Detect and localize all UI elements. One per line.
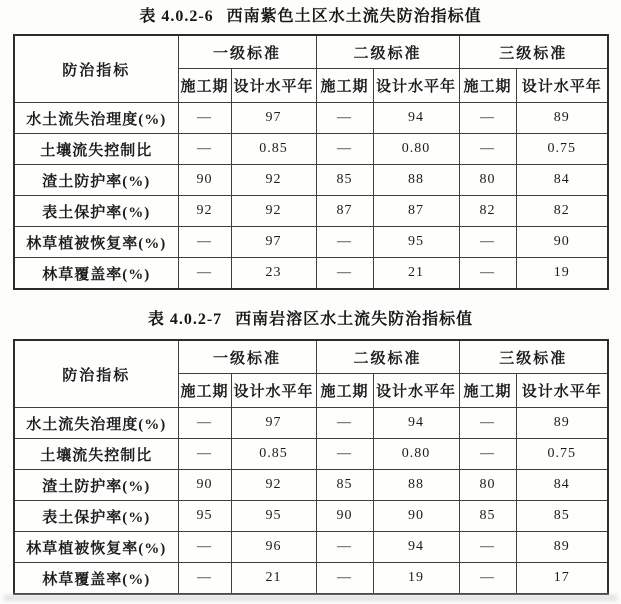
- construction-period-header: 施工期: [316, 69, 373, 103]
- cell-value: 90: [516, 227, 608, 258]
- level2-group-header: 二级标准: [316, 35, 459, 69]
- cell-value: 80: [459, 165, 516, 196]
- cell-value: —: [316, 134, 373, 165]
- cell-value: 0.85: [231, 439, 316, 470]
- cell-value: 94: [373, 103, 459, 134]
- cell-value: 90: [178, 165, 231, 196]
- cell-value: —: [459, 408, 516, 439]
- row-label: 水土流失治理度(%): [14, 408, 178, 439]
- cell-value: 92: [231, 470, 316, 501]
- table-row: [14, 501, 608, 532]
- level3-group-header: 三级标准: [459, 35, 608, 69]
- cell-value: 90: [178, 470, 231, 501]
- cell-value: 82: [459, 196, 516, 227]
- table-row: [14, 134, 608, 165]
- table-row: [14, 227, 608, 258]
- cell-value: —: [316, 103, 373, 134]
- table-title-4-0-2-7: [0, 308, 621, 331]
- cell-value: 90: [316, 501, 373, 532]
- cell-value: 84: [516, 165, 608, 196]
- design-level-year-header: 设计水平年: [231, 69, 316, 103]
- cell-value: 85: [459, 501, 516, 532]
- table-row: [14, 196, 608, 227]
- cell-value: —: [316, 563, 373, 595]
- cell-value: —: [459, 532, 516, 563]
- indicator-table-purple-soil: [13, 34, 609, 290]
- cell-value: 23: [231, 258, 316, 290]
- cell-value: 92: [231, 196, 316, 227]
- cell-value: 89: [516, 103, 608, 134]
- cell-value: —: [178, 439, 231, 470]
- table-title-text: 西南紫色土区水土流失防治指标值: [226, 8, 482, 25]
- cell-value: 95: [373, 227, 459, 258]
- cell-value: 94: [373, 532, 459, 563]
- cell-value: 94: [373, 408, 459, 439]
- cell-value: —: [178, 103, 231, 134]
- indicator-column-header: 防治指标: [14, 35, 178, 103]
- cell-value: —: [178, 563, 231, 595]
- level3-group-header: 三级标准: [459, 340, 608, 374]
- construction-period-header: 施工期: [316, 374, 373, 408]
- cell-value: 95: [231, 501, 316, 532]
- row-label: 渣土防护率(%): [14, 470, 178, 501]
- cell-value: 96: [231, 532, 316, 563]
- table-title-text: 西南岩溶区水土流失防治指标值: [235, 311, 474, 328]
- cell-value: —: [316, 408, 373, 439]
- row-label: 林草覆盖率(%): [14, 258, 178, 290]
- cell-value: 88: [373, 165, 459, 196]
- cell-value: 97: [231, 103, 316, 134]
- cell-value: 84: [516, 470, 608, 501]
- cell-value: —: [316, 439, 373, 470]
- row-label: 林草覆盖率(%): [14, 563, 178, 595]
- construction-period-header: 施工期: [178, 374, 231, 408]
- cell-value: 21: [373, 258, 459, 290]
- cell-value: 85: [516, 501, 608, 532]
- cell-value: 85: [316, 470, 373, 501]
- cell-value: 97: [231, 408, 316, 439]
- cell-value: 19: [516, 258, 608, 290]
- cell-value: 92: [231, 165, 316, 196]
- cell-value: 0.85: [231, 134, 316, 165]
- row-label: 水土流失治理度(%): [14, 103, 178, 134]
- design-level-year-header: 设计水平年: [516, 69, 608, 103]
- table-row: [14, 408, 608, 439]
- table-title-4-0-2-6: [0, 5, 621, 28]
- cell-value: 95: [178, 501, 231, 532]
- construction-period-header: 施工期: [459, 69, 516, 103]
- cell-value: —: [178, 134, 231, 165]
- indicator-column-header: 防治指标: [14, 340, 178, 408]
- cell-value: 80: [459, 470, 516, 501]
- cell-value: —: [316, 227, 373, 258]
- cell-value: 21: [231, 563, 316, 595]
- row-label: 表土保护率(%): [14, 196, 178, 227]
- row-label: 表土保护率(%): [14, 501, 178, 532]
- row-label: 林草植被恢复率(%): [14, 227, 178, 258]
- cell-value: 92: [178, 196, 231, 227]
- row-label: 土壤流失控制比: [14, 439, 178, 470]
- cell-value: —: [459, 439, 516, 470]
- level1-group-header: 一级标准: [178, 35, 316, 69]
- cell-value: 17: [516, 563, 608, 595]
- cell-value: —: [316, 258, 373, 290]
- table-row: [14, 470, 608, 501]
- cell-value: 19: [373, 563, 459, 595]
- table-row: [14, 439, 608, 470]
- design-level-year-header: 设计水平年: [373, 69, 459, 103]
- header-row-groups: [14, 35, 608, 69]
- design-level-year-header: 设计水平年: [516, 374, 608, 408]
- cell-value: 0.80: [373, 439, 459, 470]
- cell-value: —: [316, 532, 373, 563]
- table-number: 表 4.0.2-6: [139, 8, 214, 25]
- level2-group-header: 二级标准: [316, 340, 459, 374]
- cell-value: —: [459, 563, 516, 595]
- indicator-table-karst: [13, 339, 609, 595]
- table-row: [14, 165, 608, 196]
- cell-value: —: [459, 227, 516, 258]
- cell-value: 0.75: [516, 134, 608, 165]
- cell-value: —: [459, 258, 516, 290]
- table-row: [14, 563, 608, 595]
- cell-value: 0.80: [373, 134, 459, 165]
- cell-value: —: [178, 258, 231, 290]
- construction-period-header: 施工期: [178, 69, 231, 103]
- cell-value: 87: [373, 196, 459, 227]
- cell-value: 85: [316, 165, 373, 196]
- cell-value: —: [178, 408, 231, 439]
- cell-value: 89: [516, 532, 608, 563]
- cell-value: —: [178, 532, 231, 563]
- cell-value: 88: [373, 470, 459, 501]
- design-level-year-header: 设计水平年: [373, 374, 459, 408]
- cell-value: 90: [373, 501, 459, 532]
- cell-value: —: [178, 227, 231, 258]
- table-row: [14, 258, 608, 290]
- design-level-year-header: 设计水平年: [231, 374, 316, 408]
- cell-value: 97: [231, 227, 316, 258]
- table-row: [14, 532, 608, 563]
- construction-period-header: 施工期: [459, 374, 516, 408]
- cell-value: 0.75: [516, 439, 608, 470]
- scan-artifact: [4, 595, 617, 601]
- row-label: 林草植被恢复率(%): [14, 532, 178, 563]
- header-row-groups: [14, 340, 608, 374]
- cell-value: 89: [516, 408, 608, 439]
- cell-value: —: [459, 134, 516, 165]
- level1-group-header: 一级标准: [178, 340, 316, 374]
- table-number: 表 4.0.2-7: [147, 311, 223, 328]
- row-label: 渣土防护率(%): [14, 165, 178, 196]
- cell-value: 82: [516, 196, 608, 227]
- row-label: 土壤流失控制比: [14, 134, 178, 165]
- cell-value: 87: [316, 196, 373, 227]
- table-row: [14, 103, 608, 134]
- cell-value: —: [459, 103, 516, 134]
